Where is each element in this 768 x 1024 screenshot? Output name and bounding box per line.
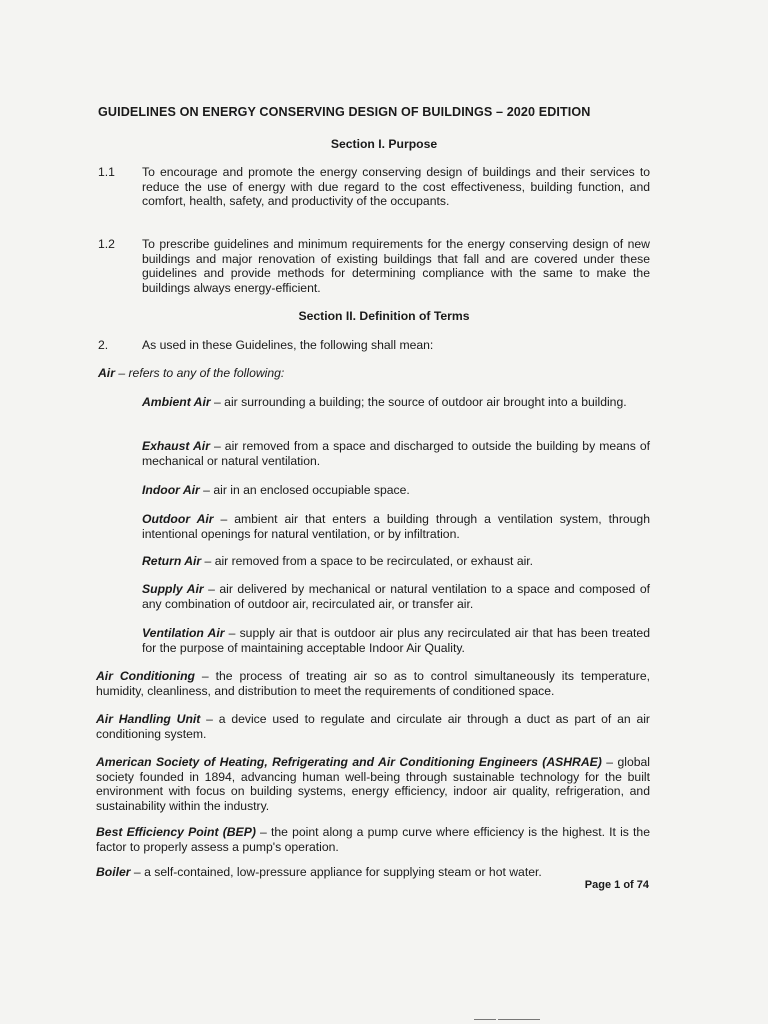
term-air-conditioning: Air Conditioning xyxy=(96,669,195,683)
definition-outdoor-air-text: – ambient air that enters a building through a ventilation system, through intentional openings for natural ventilation, or by infiltration. xyxy=(142,512,650,541)
document-title: GUIDELINES ON ENERGY CONSERVING DESIGN OF BUILDINGS – 2020 EDITION xyxy=(98,105,591,119)
definition-supply-air xyxy=(142,582,650,611)
definition-ventilation-air xyxy=(142,626,650,655)
section-1-heading: Section I. Purpose xyxy=(330,137,438,151)
definition-indoor-air-text: – air in an enclosed occupiable space. xyxy=(199,483,410,497)
term-air-handling-unit: Air Handling Unit xyxy=(96,712,201,726)
definition-air-conditioning xyxy=(96,669,650,698)
item-1-2-number: 1.2 xyxy=(98,237,115,251)
definition-exhaust-air xyxy=(142,439,650,468)
term-exhaust-air: Exhaust Air xyxy=(142,439,210,453)
term-supply-air: Supply Air xyxy=(142,582,204,596)
definition-boiler-text: – a self-contained, low-pressure appliance for supplying steam or hot water. xyxy=(130,865,542,879)
definition-supply-air-text: – air delivered by mechanical or natural ventilation to a space and composed of any combination of outdoor air, recirculated air, or transfer air. xyxy=(142,582,650,611)
definition-return-air xyxy=(142,554,650,569)
item-2-text: As used in these Guidelines, the following shall mean: xyxy=(142,338,434,352)
item-1-2-text: To prescribe guidelines and minimum requirements for the energy conserving design of new buildings and major renovation of existing buildings that fall and are covered under these guidelines and provide methods for determining compliance with the same to make the buildings always energy-efficient. xyxy=(142,237,650,295)
definition-air xyxy=(98,366,650,381)
term-ventilation-air: Ventilation Air xyxy=(142,626,225,640)
item-1-1-text: To encourage and promote the energy conserving design of buildings and their services to reduce the use of energy with due regard to the cost effectiveness, building function, and comfort, health, safety, and productivity of the occupants. xyxy=(142,165,650,209)
definition-bep-text: – the point along a pump curve where efficiency is the highest. It is the factor to properly assess a pump's operation. xyxy=(96,825,650,854)
definition-boiler xyxy=(96,865,650,880)
item-2-number: 2. xyxy=(98,338,109,352)
term-return-air: Return Air xyxy=(142,554,202,568)
definition-bep xyxy=(96,825,650,854)
definition-ashrae-text: – global society founded in 1894, advancing human well-being through sustainable technology for the built environment with focus on building systems, energy efficiency, indoor air quality, refrigeration, and sustainability within the industry. xyxy=(96,755,650,813)
term-ashrae: American Society of Heating, Refrigerating and Air Conditioning Engineers (ASHRAE) xyxy=(96,755,602,769)
definition-outdoor-air xyxy=(142,512,650,541)
definition-air-handling-unit xyxy=(96,712,650,741)
term-air: Air xyxy=(98,366,115,380)
term-indoor-air: Indoor Air xyxy=(142,483,200,497)
page-number: Page 1 of 74 xyxy=(584,879,649,891)
definition-indoor-air xyxy=(142,483,650,498)
definition-air-handling-unit-text: – a device used to regulate and circulate air through a duct as part of an air conditioning system. xyxy=(96,712,650,741)
definition-air-conditioning-text: – the process of treating air so as to control simultaneously its temperature, humidity, cleanliness, and distribution to meet the requirements of conditioned space. xyxy=(96,669,651,698)
scan-mark xyxy=(498,1019,540,1020)
term-outdoor-air: Outdoor Air xyxy=(142,512,214,526)
definition-exhaust-air-text: – air removed from a space and discharged to outside the building by means of mechanical or natural ventilation. xyxy=(142,439,650,468)
item-1-1-number: 1.1 xyxy=(98,165,115,179)
definition-air-text: – refers to any of the following: xyxy=(114,366,285,380)
term-bep: Best Efficiency Point (BEP) xyxy=(96,825,256,839)
definition-ashrae xyxy=(96,755,650,813)
definition-ambient-air xyxy=(142,395,650,410)
definition-ventilation-air-text: – supply air that is outdoor air plus any recirculated air that has been treated for the purpose of maintaining acceptable Indoor Air Quality. xyxy=(142,626,650,655)
term-ambient-air: Ambient Air xyxy=(142,395,211,409)
term-boiler: Boiler xyxy=(96,865,131,879)
definition-return-air-text: – air removed from a space to be recirculated, or exhaust air. xyxy=(201,554,534,568)
scan-mark xyxy=(474,1019,496,1020)
definition-ambient-air-text: – air surrounding a building; the source of outdoor air brought into a building. xyxy=(210,395,627,409)
section-2-heading: Section II. Definition of Terms xyxy=(298,309,470,323)
